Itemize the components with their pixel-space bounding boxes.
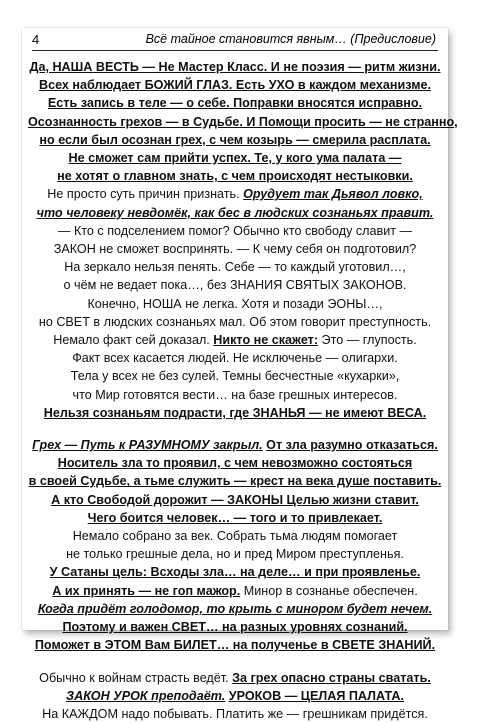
text-segment: что Мир готовятся вести… на базе грешных интересов. <box>72 387 398 402</box>
poem-line <box>28 386 442 404</box>
text-segment: А кто Свободой дорожит — ЗАКОНЫ Целью жизни ставит. <box>51 492 419 507</box>
poem-line <box>28 276 442 294</box>
poem-line <box>28 113 458 131</box>
text-segment: — Кто с подселением помог? Обычно кто свободу славит — <box>57 223 413 238</box>
text-segment: Никто не скажет: <box>213 333 319 348</box>
text-segment: Осознанность грехов — в Судьбе. И Помощи просить — не странно, <box>28 114 458 129</box>
poem-line <box>28 705 442 723</box>
text-segment: Не просто суть причин признать. <box>47 187 244 202</box>
text-segment: На зеркало нельзя пенять. Себе — то каждый уготовил…, <box>64 260 406 275</box>
poem-line <box>28 582 442 600</box>
text-segment: Чего боится человек… — того и то привлекает. <box>87 510 383 525</box>
text-segment: Да, НАША ВЕСТЬ — Не Мастер Класс. И не поэзия — ритм жизни. <box>29 60 441 74</box>
poem-line <box>28 313 442 331</box>
text-segment: На КАЖДОМ надо побывать. Платить же — грешникам придётся. <box>42 706 428 721</box>
text-segment: Орудует так Дьявол ловко, <box>243 187 423 202</box>
text-segment: в своей Судьбе, а тьме служить — крест на века душе поставить. <box>28 474 442 489</box>
poem-line <box>28 222 442 240</box>
text-segment: не хотят о главном знать, с чем происходят нестыковки. <box>57 169 413 184</box>
stanza-break <box>28 655 442 669</box>
poem-line <box>28 258 442 276</box>
poem-line <box>28 618 442 636</box>
book-page <box>22 28 458 721</box>
poem-line <box>28 636 442 654</box>
text-segment: Конечно, НОША не легка. Хотя и позади ЭОНЫ…, <box>87 296 383 311</box>
text-segment: Немало собрано за век. Собрать тьма людям помогает <box>72 529 398 544</box>
poem-line <box>28 240 442 258</box>
text-segment: что человеку невдомёк, как бес в людских сознаньях правит. <box>36 205 434 220</box>
text-segment: ЗАКОН не сможет воспринять. — К чему себя он подготовил? <box>53 242 417 257</box>
poem-line <box>28 436 442 454</box>
poem-line <box>28 295 442 313</box>
text-segment: Поэтому и важен СВЕТ… на разных уровнях сознаний. <box>62 620 408 635</box>
text-segment: Грех — Путь к РАЗУМНОМУ закрыл. <box>32 438 263 453</box>
text-segment: Когда придёт голодомор, то крыть с минором будет нечем. <box>37 601 433 616</box>
page-number: 4 <box>32 32 40 47</box>
poem-line <box>28 454 442 472</box>
poem-line <box>28 563 442 581</box>
text-segment: Немало факт сей доказал. <box>53 333 214 348</box>
poem-line <box>28 669 442 687</box>
poem-line <box>28 167 442 185</box>
text-segment: УРОКОВ — ЦЕЛАЯ ПАЛАТА. <box>228 688 404 703</box>
text-segment: Не сможет сам прийти успех. Те, у кого ума палата — <box>68 151 402 166</box>
poem-line <box>28 76 442 94</box>
text-segment: От зла разумно отказаться. <box>266 438 438 453</box>
poem-line <box>28 367 442 385</box>
text-segment: Тела у всех не без сулей. Темны бесчестные «кухарки», <box>70 369 400 384</box>
poem-line <box>28 94 442 112</box>
text-segment: Всех наблюдает БОЖИЙ ГЛАЗ. Есть УХО в каждом механизме. <box>38 78 432 93</box>
poem-line <box>28 131 442 149</box>
poem-line <box>28 545 442 563</box>
stanza-break <box>28 422 442 436</box>
text-segment: но если был осознан грех, с чем козырь — смерила расплата. <box>39 132 431 147</box>
text-segment: Минор в сознанье обеспечен. <box>240 583 418 598</box>
poem-line <box>28 600 442 618</box>
poem-line <box>28 404 442 422</box>
text-segment: За грех опасно страны сватать. <box>232 670 431 685</box>
text-segment: Поможет в ЭТОМ Вам БИЛЕТ… на полученье в СВЕТЕ ЗНАНИЙ. <box>34 638 436 653</box>
running-title: Всё тайное становится явным… (Предисловие) <box>145 32 436 46</box>
text-segment: Есть запись в теле — о себе. Поправки вносятся исправно. <box>47 96 423 111</box>
page-header <box>32 28 438 51</box>
text-segment: не только грешные дела, но и пред Миром преступленья. <box>66 547 404 562</box>
poem-line <box>28 149 442 167</box>
text-segment: но СВЕТ в людских сознаньях мал. Об этом говорит преступность. <box>38 314 432 329</box>
text-segment: Это — глупость. <box>318 333 417 348</box>
poem-line <box>28 687 442 705</box>
text-segment: Нельзя сознаньям подрасти, где ЗНАНЬЯ — не имеют ВЕСА. <box>43 405 427 420</box>
text-segment: Обычно к войнам страсть ведёт. <box>39 670 233 685</box>
poem-body <box>28 58 458 723</box>
poem-line <box>28 349 442 367</box>
poem-line <box>28 204 442 222</box>
poem-line <box>28 509 442 527</box>
poem-line <box>28 331 442 349</box>
text-segment: ЗАКОН УРОК преподаёт. <box>66 688 226 703</box>
text-segment: Факт всех касается людей. Не исключенье — олигархи. <box>72 351 398 366</box>
poem-line <box>28 185 442 203</box>
poem-line <box>28 472 442 490</box>
text-segment: Носитель зла то проявил, с чем невозможно состояться <box>57 456 413 471</box>
poem-line <box>28 491 442 509</box>
poem-line <box>28 58 442 76</box>
text-segment: А их принять — не гоп мажор. <box>52 583 241 598</box>
text-segment: о чём не ведает пока…, без ЗНАНИЯ СВЯТЫХ ЗАКОНОВ. <box>63 278 407 293</box>
poem-line <box>28 527 442 545</box>
text-segment: У Сатаны цель: Всходы зла… на деле… и при проявленье. <box>49 565 421 580</box>
